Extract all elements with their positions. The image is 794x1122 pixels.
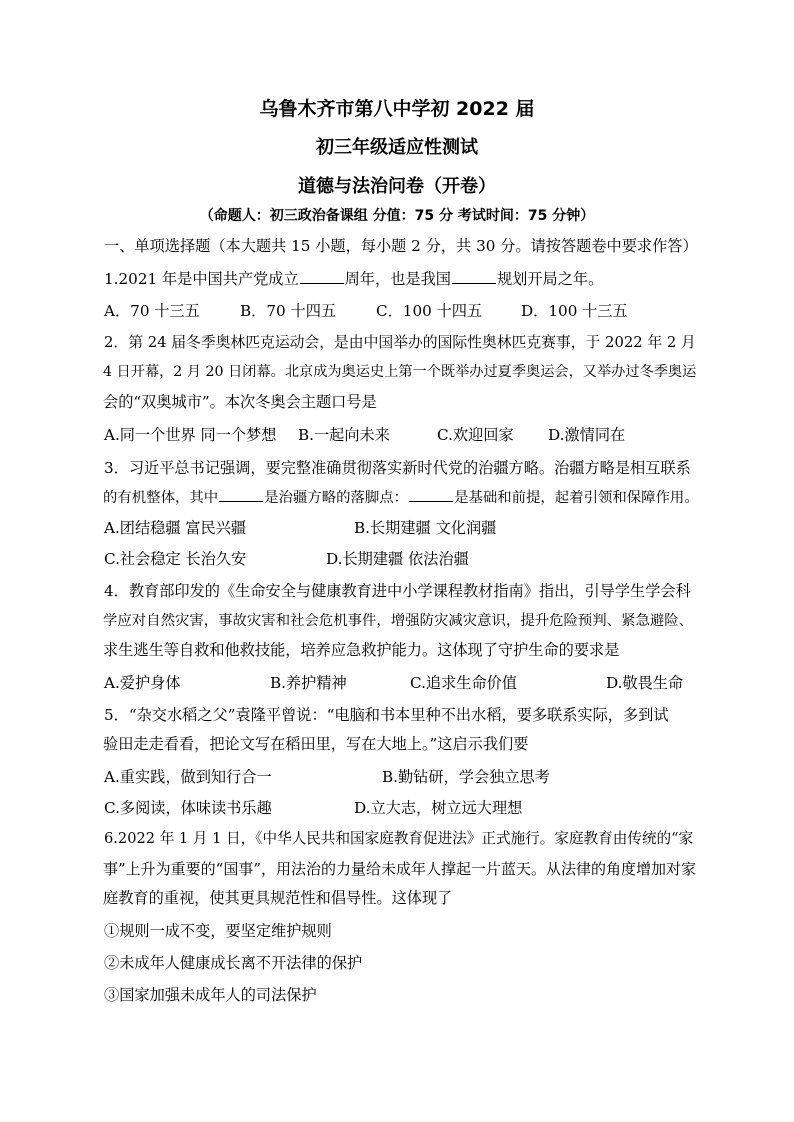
question-6-line: 6.2022 年 1 月 1 日，《中华人民共和国家庭教育促进法》正式施行。家庭教育由传统的“家 bbox=[104, 830, 694, 847]
q1-stem-c: 规划开局之年。 bbox=[496, 270, 604, 288]
exam-title: 初三年级适应性测试 bbox=[316, 137, 478, 158]
q5-option-b: B.勤钻研，学会独立思考 bbox=[382, 768, 550, 786]
q6-item-3: ③国家加强未成年人的司法保护 bbox=[104, 986, 317, 1004]
question-3-line bbox=[103, 487, 699, 508]
subject-title: 道德与法治问卷（开卷） bbox=[298, 176, 496, 197]
q4-option-a: A.爱护身体 bbox=[104, 674, 181, 692]
question-4-line: 4．教育部印发的《生命安全与健康教育进中小学课程教材指南》指出，引导学生学会科 bbox=[104, 582, 691, 600]
question-5-line: 验田走走看看，把论文写在稻田里，写在大地上。”这启示我们要 bbox=[103, 735, 529, 753]
q1-stem-b: 周年，也是我国 bbox=[344, 270, 451, 288]
q5-option-d: D.立大志，树立远大理想 bbox=[354, 799, 523, 817]
q3-stem-b: 是治疆方略的落脚点： bbox=[264, 490, 409, 506]
q4-option-b: B.养护精神 bbox=[270, 674, 347, 692]
q5-option-a: A.重实践，做到知行合一 bbox=[104, 768, 272, 786]
q5-option-c: C.多阅读，体味读书乐趣 bbox=[104, 799, 272, 817]
question-2-line: 2．第 24 届冬季奥林匹克运动会，是由中国举办的国际性奥林匹克赛事，于 2022 年 2 月 bbox=[104, 334, 696, 351]
q3-option-c: C.社会稳定 长治久安 bbox=[104, 550, 247, 568]
question-2-line: 会的“双奥城市”。本次冬奥会主题口号是 bbox=[103, 393, 377, 411]
q2-option-d: D.激情同在 bbox=[548, 426, 626, 444]
question-1-stem bbox=[104, 269, 603, 289]
section-heading: 一、单项选择题（本大题共 15 小题，每小题 2 分，共 30 分。请按答题卷中要求作答） bbox=[104, 237, 698, 255]
school-title: 乌鲁木齐市第八中学初 2022 届 bbox=[259, 98, 535, 120]
q4-option-c: C.追求生命价值 bbox=[410, 674, 518, 692]
question-6-line: 事”上升为重要的“国事”，用法治的力量给未成年人撑起一片蓝天。从法律的角度增加对家 bbox=[103, 860, 697, 878]
answer-blank bbox=[219, 487, 263, 502]
question-5-line: 5．“杂交水稻之父”袁隆平曾说：“电脑和书本里种不出水稻，要多联系实际，多到试 bbox=[104, 706, 669, 724]
q1-option-d: D．100 十三五 bbox=[521, 302, 628, 320]
question-4-line: 学应对自然灾害，事故灾害和社会危机事件，增强防灾减灾意识，提升危险预判、紧急避险、 bbox=[103, 613, 694, 629]
exam-info: （命题人：初三政治备课组 分值：75 分 考试时间：75 分钟） bbox=[199, 208, 595, 224]
question-3-line: 3．习近平总书记强调，要完整准确贯彻落实新时代党的治疆方略。治疆方略是相互联系 bbox=[104, 459, 691, 477]
q2-option-a: A.同一个世界 同一个梦想 bbox=[104, 426, 277, 444]
q3-stem-c: 是基础和前提，起着引领和保障作用。 bbox=[454, 490, 699, 506]
q3-option-d: D.长期建疆 依法治疆 bbox=[326, 550, 469, 568]
q6-item-1: ①规则一成不变，要坚定维护规则 bbox=[104, 922, 332, 940]
q3-option-b: B.长期建疆 文化润疆 bbox=[354, 519, 497, 537]
q2-option-b: B.一起向未来 bbox=[298, 426, 390, 444]
q1-option-b: B．70 十四五 bbox=[240, 302, 337, 320]
q2-option-c: C.欢迎回家 bbox=[437, 426, 514, 444]
question-4-line: 求生逃生等自救和他救技能，培养应急救护能力。这体现了守护生命的要求是 bbox=[103, 641, 620, 659]
answer-blank bbox=[409, 487, 453, 502]
question-6-line: 庭教育的重视，使其更具规范性和倡导性。这体现了 bbox=[103, 889, 453, 907]
q3-stem-a: 的有机整体，其中 bbox=[103, 490, 219, 506]
question-2-line: 4 日开幕，2 月 20 日闭幕。北京成为奥运史上第一个既举办过夏季奥运会，又举办过冬季奥运 bbox=[103, 364, 697, 380]
q1-option-a: A．70 十三五 bbox=[104, 302, 200, 320]
answer-blank bbox=[452, 269, 496, 284]
q1-option-c: C．100 十四五 bbox=[376, 302, 483, 320]
q3-option-a: A.团结稳疆 富民兴疆 bbox=[104, 519, 247, 537]
q6-item-2: ②未成年人健康成长离不开法律的保护 bbox=[104, 954, 363, 972]
q4-option-d: D.敬畏生命 bbox=[606, 674, 684, 692]
answer-blank bbox=[300, 269, 344, 284]
q1-stem-a: 1.2021 年是中国共产党成立 bbox=[104, 270, 299, 288]
